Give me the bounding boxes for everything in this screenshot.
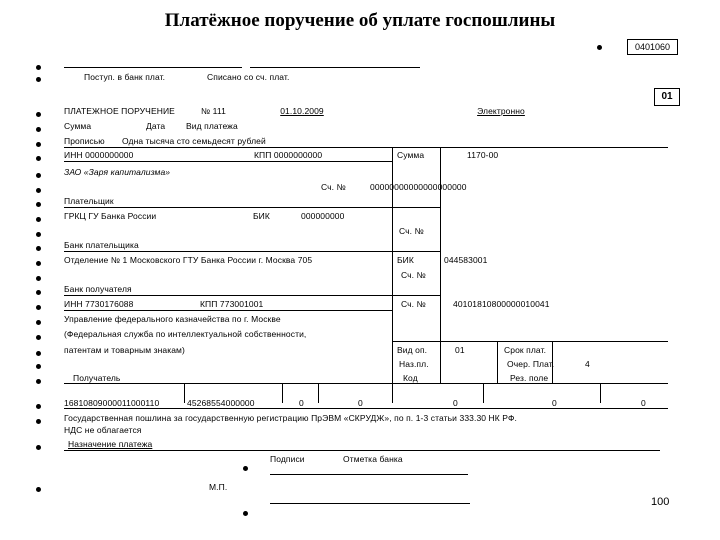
payee-name-line3: патентам и товарным знакам) xyxy=(64,345,185,355)
divider xyxy=(64,383,668,384)
payee-bank-account-label: Сч. № xyxy=(401,270,426,280)
bullet xyxy=(36,404,41,409)
bullet xyxy=(36,445,41,450)
payee-name-line2: (Федеральная служба по интеллектуальной собственности, xyxy=(64,329,307,339)
code-label: Код xyxy=(403,373,418,383)
budget-field-2: 0 xyxy=(358,398,363,408)
payee-label: Получатель xyxy=(73,373,121,383)
bullet xyxy=(36,77,41,82)
label-debited: Списано со сч. плат. xyxy=(207,72,290,82)
bullet xyxy=(36,305,41,310)
bullet xyxy=(36,127,41,132)
grid-line xyxy=(318,383,319,403)
payer-sum-value: 1170-00 xyxy=(467,150,499,160)
bullet xyxy=(36,487,41,492)
payee-kpp: КПП 773001001 xyxy=(200,299,264,309)
purpose-code-label: Наз.пл. xyxy=(399,359,429,369)
divider xyxy=(64,295,440,296)
signatures-label: Подписи xyxy=(270,454,305,464)
payer-bank-name: ГРКЦ ГУ Банка России xyxy=(64,211,157,221)
bank-mark-label: Отметка банка xyxy=(343,454,403,464)
page-title: Платёжное поручение об уплате госпошлины xyxy=(164,10,556,31)
bullet xyxy=(36,261,41,266)
doc-type-code-box: 01 xyxy=(654,88,680,106)
grid-line xyxy=(483,383,484,403)
bullet xyxy=(36,364,41,369)
divider xyxy=(64,408,668,409)
budget-field-4: 0 xyxy=(552,398,557,408)
payee-inn: ИНН 7730176088 xyxy=(64,299,134,309)
bullet xyxy=(36,246,41,251)
bullet xyxy=(36,419,41,424)
bullet xyxy=(36,351,41,356)
page-number: 100 xyxy=(651,496,670,508)
divider xyxy=(250,67,420,68)
grid-line xyxy=(184,383,185,403)
payer-bank-account-label: Сч. № xyxy=(399,226,424,236)
divider xyxy=(64,161,392,162)
op-kind-label: Вид оп. xyxy=(397,345,428,355)
payer-bank-bik-label: БИК xyxy=(253,211,270,221)
payment-kind-label: Вид платежа xyxy=(186,121,238,131)
payee-bank-bik-value: 044583001 xyxy=(444,255,488,265)
bullet xyxy=(36,276,41,281)
stamp-label: М.П. xyxy=(209,482,228,492)
grid-line xyxy=(600,383,601,403)
label-received-bank: Поступ. в банк плат. xyxy=(84,72,166,82)
form-code-box: 0401060 xyxy=(627,39,678,55)
bullet xyxy=(36,232,41,237)
payment-kind: Электронно xyxy=(477,106,525,116)
bullet xyxy=(36,188,41,193)
bullet xyxy=(36,156,41,161)
signature-line xyxy=(270,503,470,504)
grid-line xyxy=(392,148,393,383)
payee-account-value: 40101810800000010041 xyxy=(453,299,550,309)
payment-term-label: Срок плат. xyxy=(504,345,547,355)
order-date: 01.10.2009 xyxy=(280,106,324,116)
grid-line xyxy=(552,341,553,383)
order-label: ПЛАТЕЖНОЕ ПОРУЧЕНИЕ xyxy=(64,106,175,116)
budget-field-1: 0 xyxy=(299,398,304,408)
bullet xyxy=(36,202,41,207)
purpose-line2: НДС не облагается xyxy=(64,425,142,435)
payer-account-label: Сч. № xyxy=(321,182,346,192)
payer-account-value: 00000000000000000000 xyxy=(370,182,467,192)
payer-sum-label: Сумма xyxy=(397,150,425,160)
words-label: Прописью xyxy=(64,136,105,146)
date-label: Дата xyxy=(146,121,166,131)
bullet xyxy=(36,217,41,222)
grid-line xyxy=(282,383,283,403)
okato-code: 45268554000000 xyxy=(187,398,255,408)
divider xyxy=(392,341,668,342)
signature-line xyxy=(270,474,468,475)
divider xyxy=(64,67,242,68)
payee-bank-label: Банк получателя xyxy=(64,284,132,294)
budget-field-5: 0 xyxy=(641,398,646,408)
queue-value: 4 xyxy=(585,359,590,369)
budget-field-3: 0 xyxy=(453,398,458,408)
payer-label: Плательщик xyxy=(64,196,114,206)
grid-line xyxy=(497,341,498,383)
bullet xyxy=(36,290,41,295)
bullet xyxy=(36,379,41,384)
bullet xyxy=(597,45,602,50)
purpose-line1: Государственная пошлина за государственную регистрацию ПрЭВМ «СКРУДЖ», по п. 1-3 статьи 333.30 НК РФ. xyxy=(64,413,518,423)
kbk-code: 16810809000011000110 xyxy=(64,398,160,408)
payee-name-line1: Управление федерального казначейства по г. Москве xyxy=(64,314,281,324)
reserve-label: Рез. поле xyxy=(510,373,549,383)
bullet xyxy=(243,511,248,516)
grid-line xyxy=(392,383,393,403)
bullet xyxy=(36,335,41,340)
payer-inn: ИНН 0000000000 xyxy=(64,150,134,160)
bullet xyxy=(36,112,41,117)
bullet xyxy=(243,466,248,471)
divider xyxy=(64,310,392,311)
payer-bank-label: Банк плательщика xyxy=(64,240,139,250)
queue-label: Очер. Плат. xyxy=(507,359,555,369)
payer-kpp: КПП 0000000000 xyxy=(254,150,323,160)
bullet xyxy=(36,173,41,178)
order-number: № 111 xyxy=(201,106,226,116)
bullet xyxy=(36,65,41,70)
divider xyxy=(64,450,660,451)
bullet xyxy=(36,320,41,325)
divider xyxy=(64,147,668,148)
payee-bank-name: Отделение № 1 Московского ГТУ Банка России г. Москва 705 xyxy=(64,255,313,265)
grid-line xyxy=(440,148,441,383)
payer-bank-bik-value: 000000000 xyxy=(301,211,345,221)
payee-account-label: Сч. № xyxy=(401,299,426,309)
bullet xyxy=(36,142,41,147)
divider xyxy=(64,207,440,208)
divider xyxy=(64,251,440,252)
payer-name: ЗАО «Заря капитализма» xyxy=(64,167,171,177)
sum-in-words: Одна тысяча сто семьдесят рублей xyxy=(122,136,266,146)
payee-bank-bik-label: БИК xyxy=(397,255,414,265)
purpose-label: Назначение платежа xyxy=(68,439,153,449)
op-kind-value: 01 xyxy=(455,345,465,355)
sum-label: Сумма xyxy=(64,121,92,131)
